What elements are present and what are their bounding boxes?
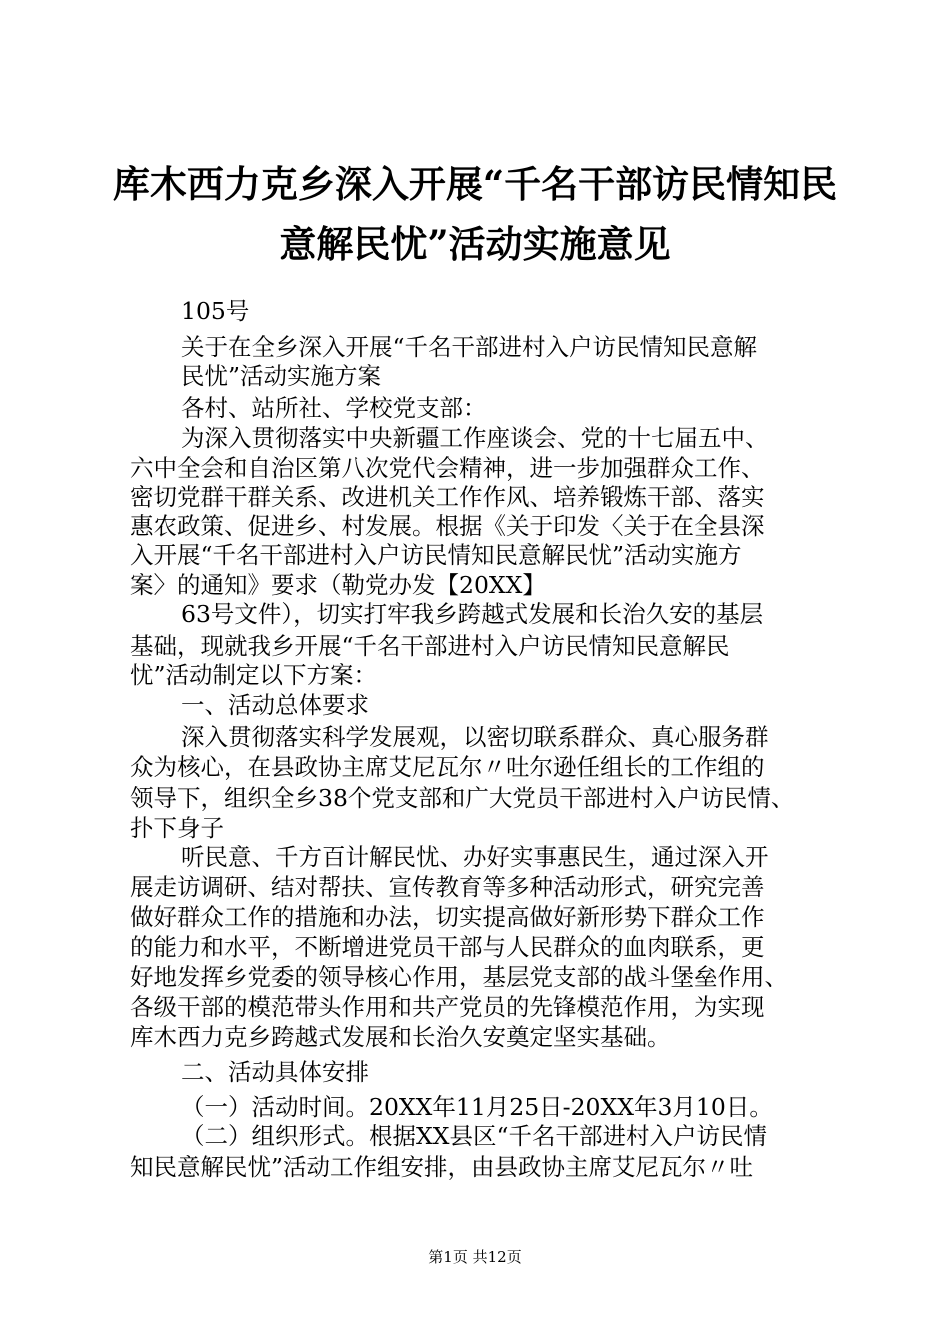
title-line-2: 意解民忧”活动实施意见 [279,222,671,266]
text-line: 扑下身子 [130,814,224,842]
text-line: 深入贯彻落实科学发展观，以密切联系群众、真心服务群 [181,723,769,751]
section-heading: 一、活动总体要求 [181,691,369,719]
title-line-1: 库木西力克乡深入开展“千名干部访民情知民 [112,162,838,206]
text-line: 听民意、千方百计解民忧、办好实事惠民生，通过深入开 [181,843,769,871]
text-line: 密切党群干群关系、改进机关工作作风、培养锻炼干部、落实 [130,483,765,511]
text-line: （二）组织形式。根据XX县区“千名干部进村入户访民情 [181,1122,767,1150]
text-line: 案〉的通知》要求（勒党办发【20XX】 [130,571,546,599]
text-line: 领导下，组织全乡38个党支部和广大党员干部进村入户访民情、 [130,784,795,812]
text-line: （一）活动时间。20XX年11月25日-20XX年3月10日。 [181,1093,773,1121]
text-line: 基础，现就我乡开展“千名干部进村入户访民情知民意解民 [130,632,730,660]
text-line: 的能力和水平，不断增进党员干部与人民群众的血肉联系，更 [130,933,765,961]
text-line: 库木西力克乡跨越式发展和长治久安奠定坚实基础。 [130,1023,671,1051]
text-line: 为深入贯彻落实中央新疆工作座谈会、党的十七届五中、 [181,424,769,452]
text-line: 63号文件），切实打牢我乡跨越式发展和长治久安的基层 [181,600,764,628]
text-line: 关于在全乡深入开展“千名干部进村入户访民情知民意解 [181,333,758,361]
section-heading: 二、活动具体安排 [181,1058,369,1086]
text-line: 惠农政策、促进乡、村发展。根据《关于印发〈关于在全县深 [130,512,765,540]
text-line: 知民意解民忧”活动工作组安排，由县政协主席艾尼瓦尔〃吐 [130,1153,754,1181]
text-line: 各村、站所社、学校党支部： [181,394,487,422]
text-line: 展走访调研、结对帮扶、宣传教育等多种活动形式，研究完善 [130,873,765,901]
text-line: 好地发挥乡党委的领导核心作用，基层党支部的战斗堡垒作用、 [130,963,788,991]
text-line: 做好群众工作的措施和办法，切实提高做好新形势下群众工作 [130,903,765,931]
text-line: 忧”活动制定以下方案： [130,661,378,689]
text-line: 民忧”活动实施方案 [181,362,382,390]
page-footer: 第1页 共12页 [428,1248,522,1266]
text-line: 众为核心，在县政协主席艾尼瓦尔〃吐尔逊任组长的工作组的 [130,753,765,781]
text-line: 入开展“千名干部进村入户访民情知民意解民忧”活动实施方 [130,541,742,569]
text-line: 105号 [181,297,250,325]
text-line: 各级干部的模范带头作用和共产党员的先锋模范作用，为实现 [130,993,765,1021]
text-line: 六中全会和自治区第八次党代会精神，进一步加强群众工作、 [130,454,765,482]
